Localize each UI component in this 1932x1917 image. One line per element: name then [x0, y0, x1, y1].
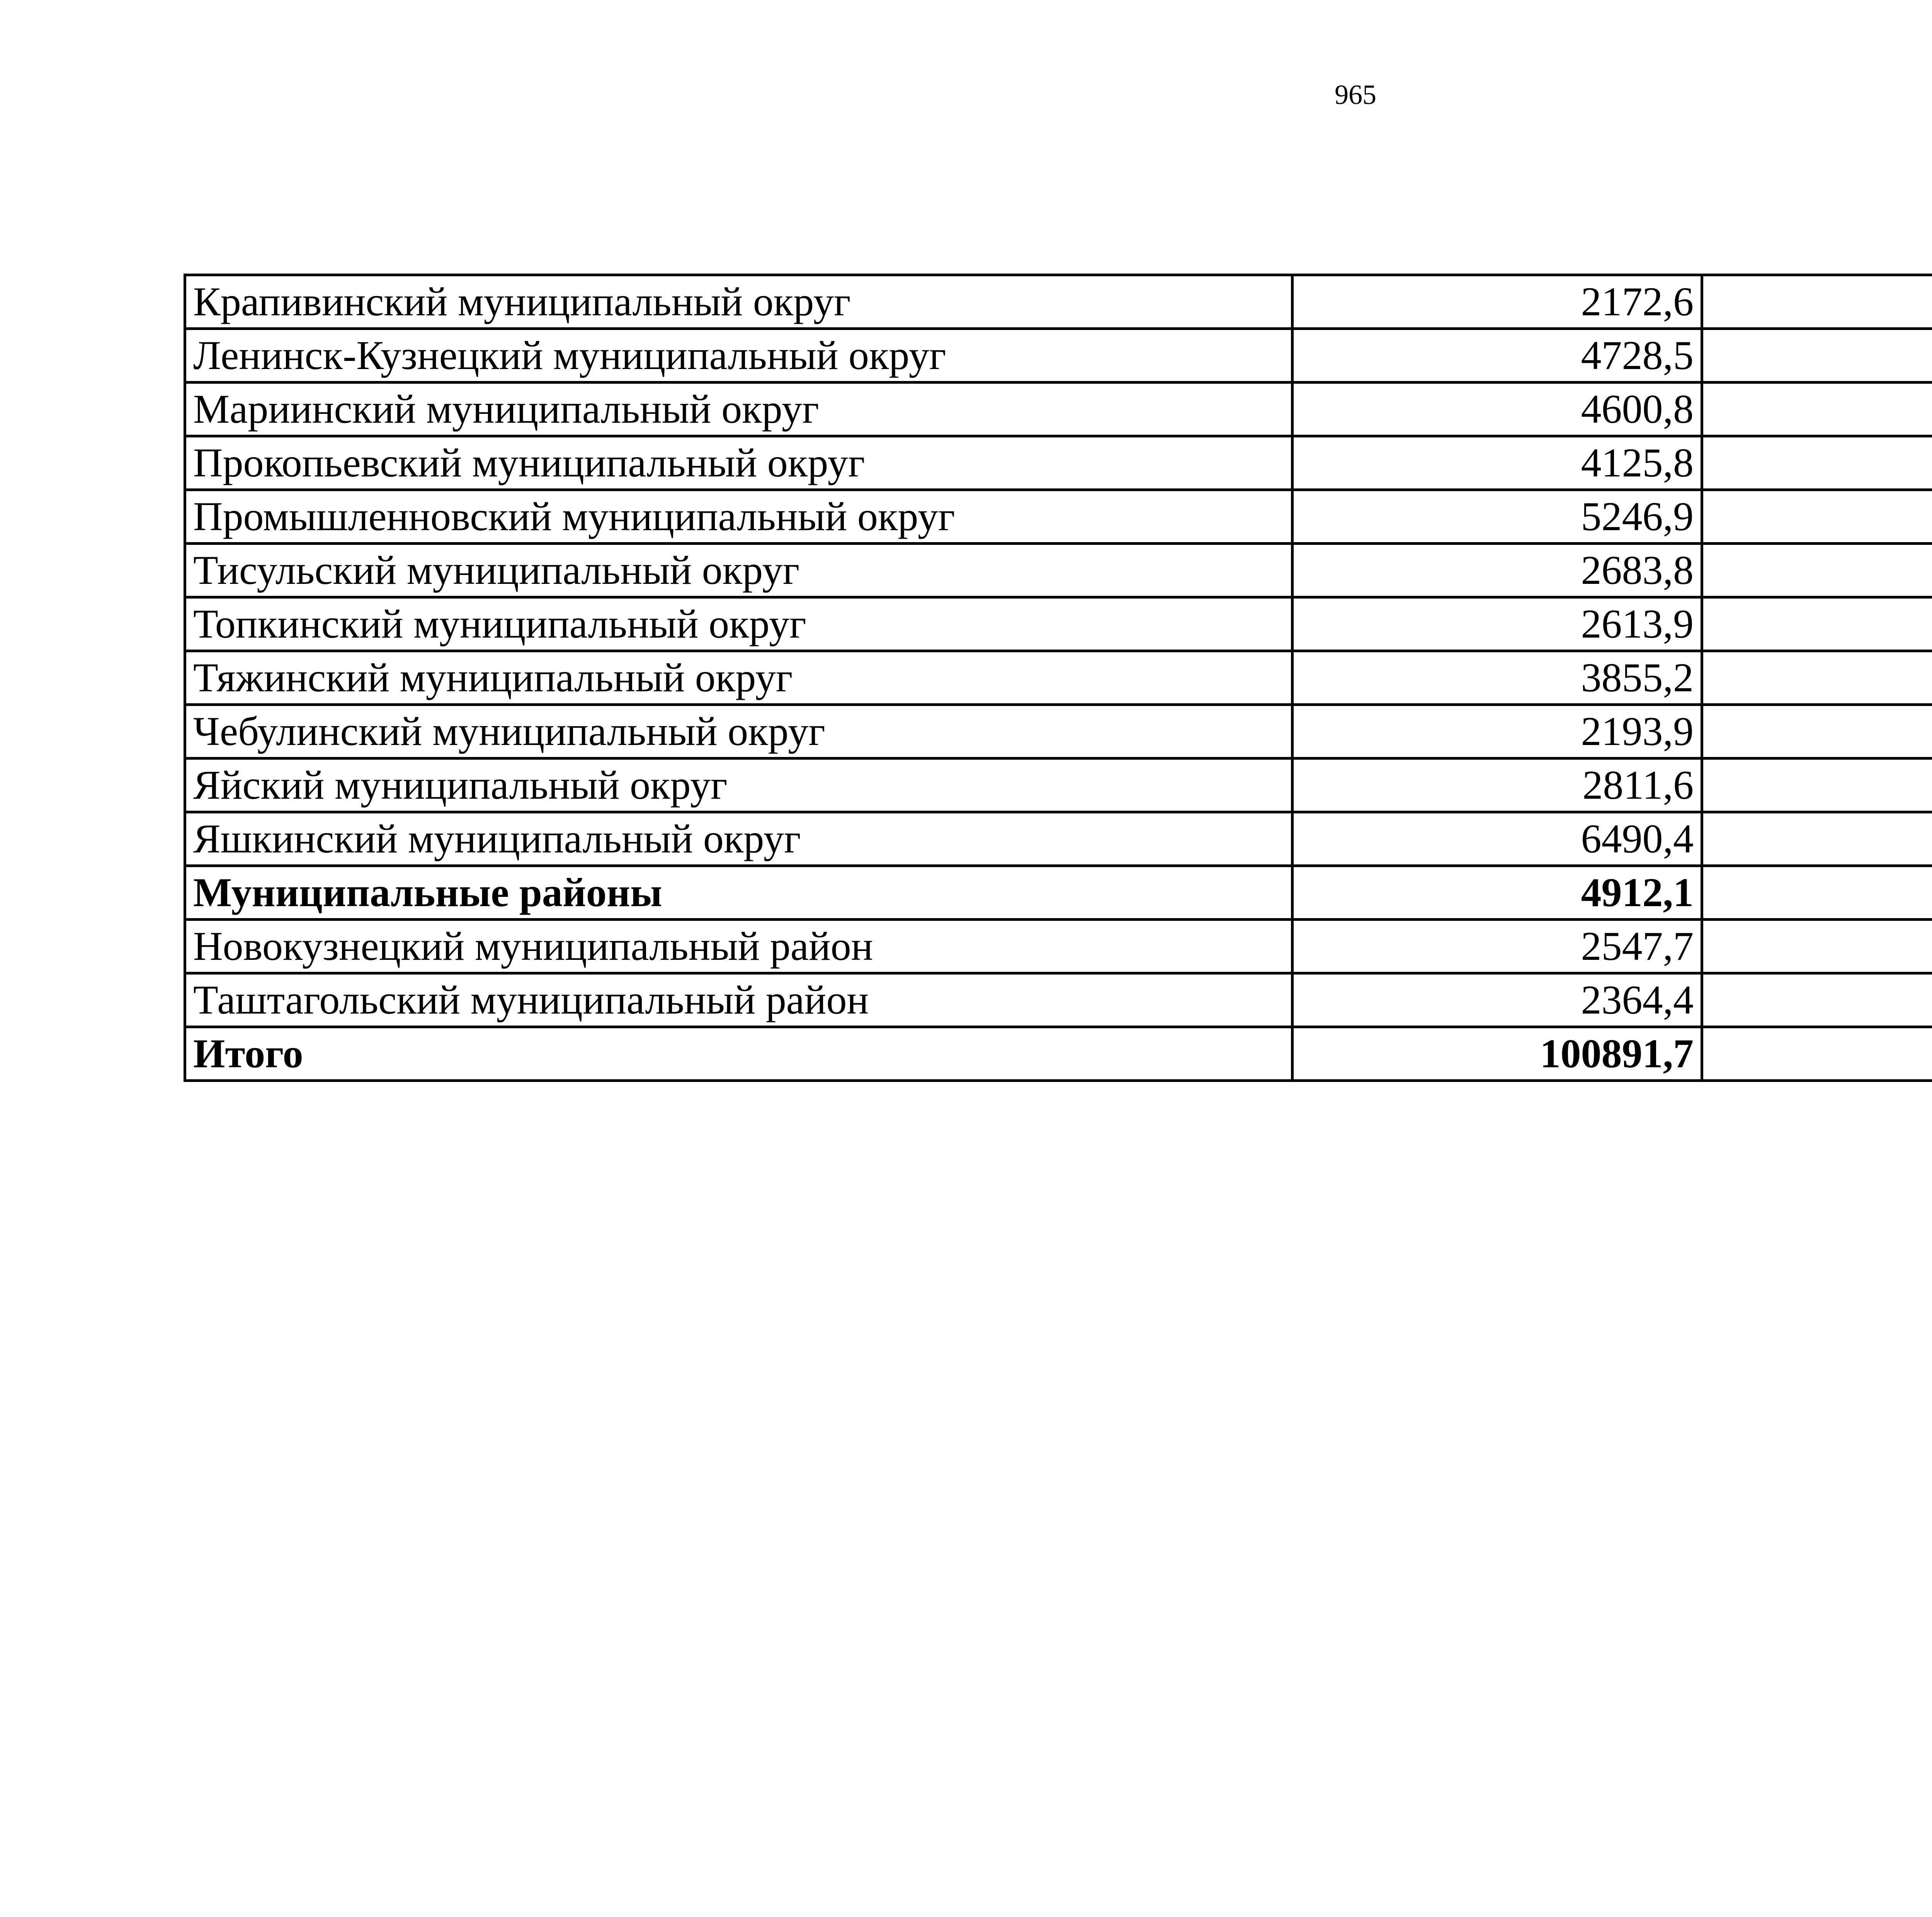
value-cell [1702, 973, 1932, 1027]
value-cell: 5246,9 [1293, 490, 1702, 544]
row-name-cell: Тисульский муниципальный округ [185, 544, 1293, 597]
total-row [185, 1027, 1932, 1081]
table-row [185, 544, 1932, 597]
row-name-cell: Промышленновский муниципальный округ [185, 490, 1293, 544]
value-cell: 4600,8 [1293, 383, 1702, 436]
table-row [185, 490, 1932, 544]
value-cell [1702, 1027, 1932, 1081]
table-row [185, 651, 1932, 705]
subtotal-row [185, 866, 1932, 920]
table-row [185, 383, 1932, 436]
value-cell: 2364,4 [1293, 973, 1702, 1027]
value-cell: 2613,9 [1293, 597, 1702, 651]
row-name-cell: Яшкинский муниципальный округ [185, 812, 1293, 866]
value-cell [1702, 275, 1932, 329]
table-body [185, 275, 1932, 1081]
row-name-cell: Тяжинский муниципальный округ [185, 651, 1293, 705]
table-row [185, 275, 1932, 329]
value-cell [1702, 329, 1932, 383]
row-name-cell: Чебулинский муниципальный округ [185, 705, 1293, 759]
value-cell [1702, 866, 1932, 920]
value-cell [1702, 705, 1932, 759]
row-name-cell: Таштагольский муниципальный район [185, 973, 1293, 1027]
value-cell: 3855,2 [1293, 651, 1702, 705]
value-cell [1702, 651, 1932, 705]
value-cell [1702, 597, 1932, 651]
row-name-cell: Топкинский муниципальный округ [185, 597, 1293, 651]
value-cell [1702, 920, 1932, 973]
value-cell: 2811,6 [1293, 759, 1702, 812]
table-row [185, 436, 1932, 490]
value-cell: 4912,1 [1293, 866, 1702, 920]
table-row [185, 597, 1932, 651]
value-cell: 2172,6 [1293, 275, 1702, 329]
table-row [185, 812, 1932, 866]
value-cell [1702, 436, 1932, 490]
row-name-cell: Мариинский муниципальный округ [185, 383, 1293, 436]
value-cell [1702, 759, 1932, 812]
table-row [185, 329, 1932, 383]
row-name-cell: Яйский муниципальный округ [185, 759, 1293, 812]
value-cell: 2683,8 [1293, 544, 1702, 597]
table-row [185, 973, 1932, 1027]
table-row [185, 759, 1932, 812]
table-row [185, 705, 1932, 759]
value-cell: 4125,8 [1293, 436, 1702, 490]
value-cell: 2193,9 [1293, 705, 1702, 759]
row-name-cell: Муниципальные районы [185, 866, 1293, 920]
value-cell [1702, 544, 1932, 597]
data-table [184, 274, 1932, 1082]
value-cell [1702, 490, 1932, 544]
row-name-cell: Прокопьевский муниципальный округ [185, 436, 1293, 490]
value-cell: 6490,4 [1293, 812, 1702, 866]
value-cell: 4728,5 [1293, 329, 1702, 383]
value-cell [1702, 812, 1932, 866]
page-number: 965 [1335, 79, 1376, 110]
value-cell: 100891,7 [1293, 1027, 1702, 1081]
table-row [185, 920, 1932, 973]
row-name-cell: Итого [185, 1027, 1293, 1081]
value-cell: 2547,7 [1293, 920, 1702, 973]
row-name-cell: Новокузнецкий муниципальный район [185, 920, 1293, 973]
row-name-cell: Крапивинский муниципальный округ [185, 275, 1293, 329]
value-cell [1702, 383, 1932, 436]
row-name-cell: Ленинск-Кузнецкий муниципальный округ [185, 329, 1293, 383]
